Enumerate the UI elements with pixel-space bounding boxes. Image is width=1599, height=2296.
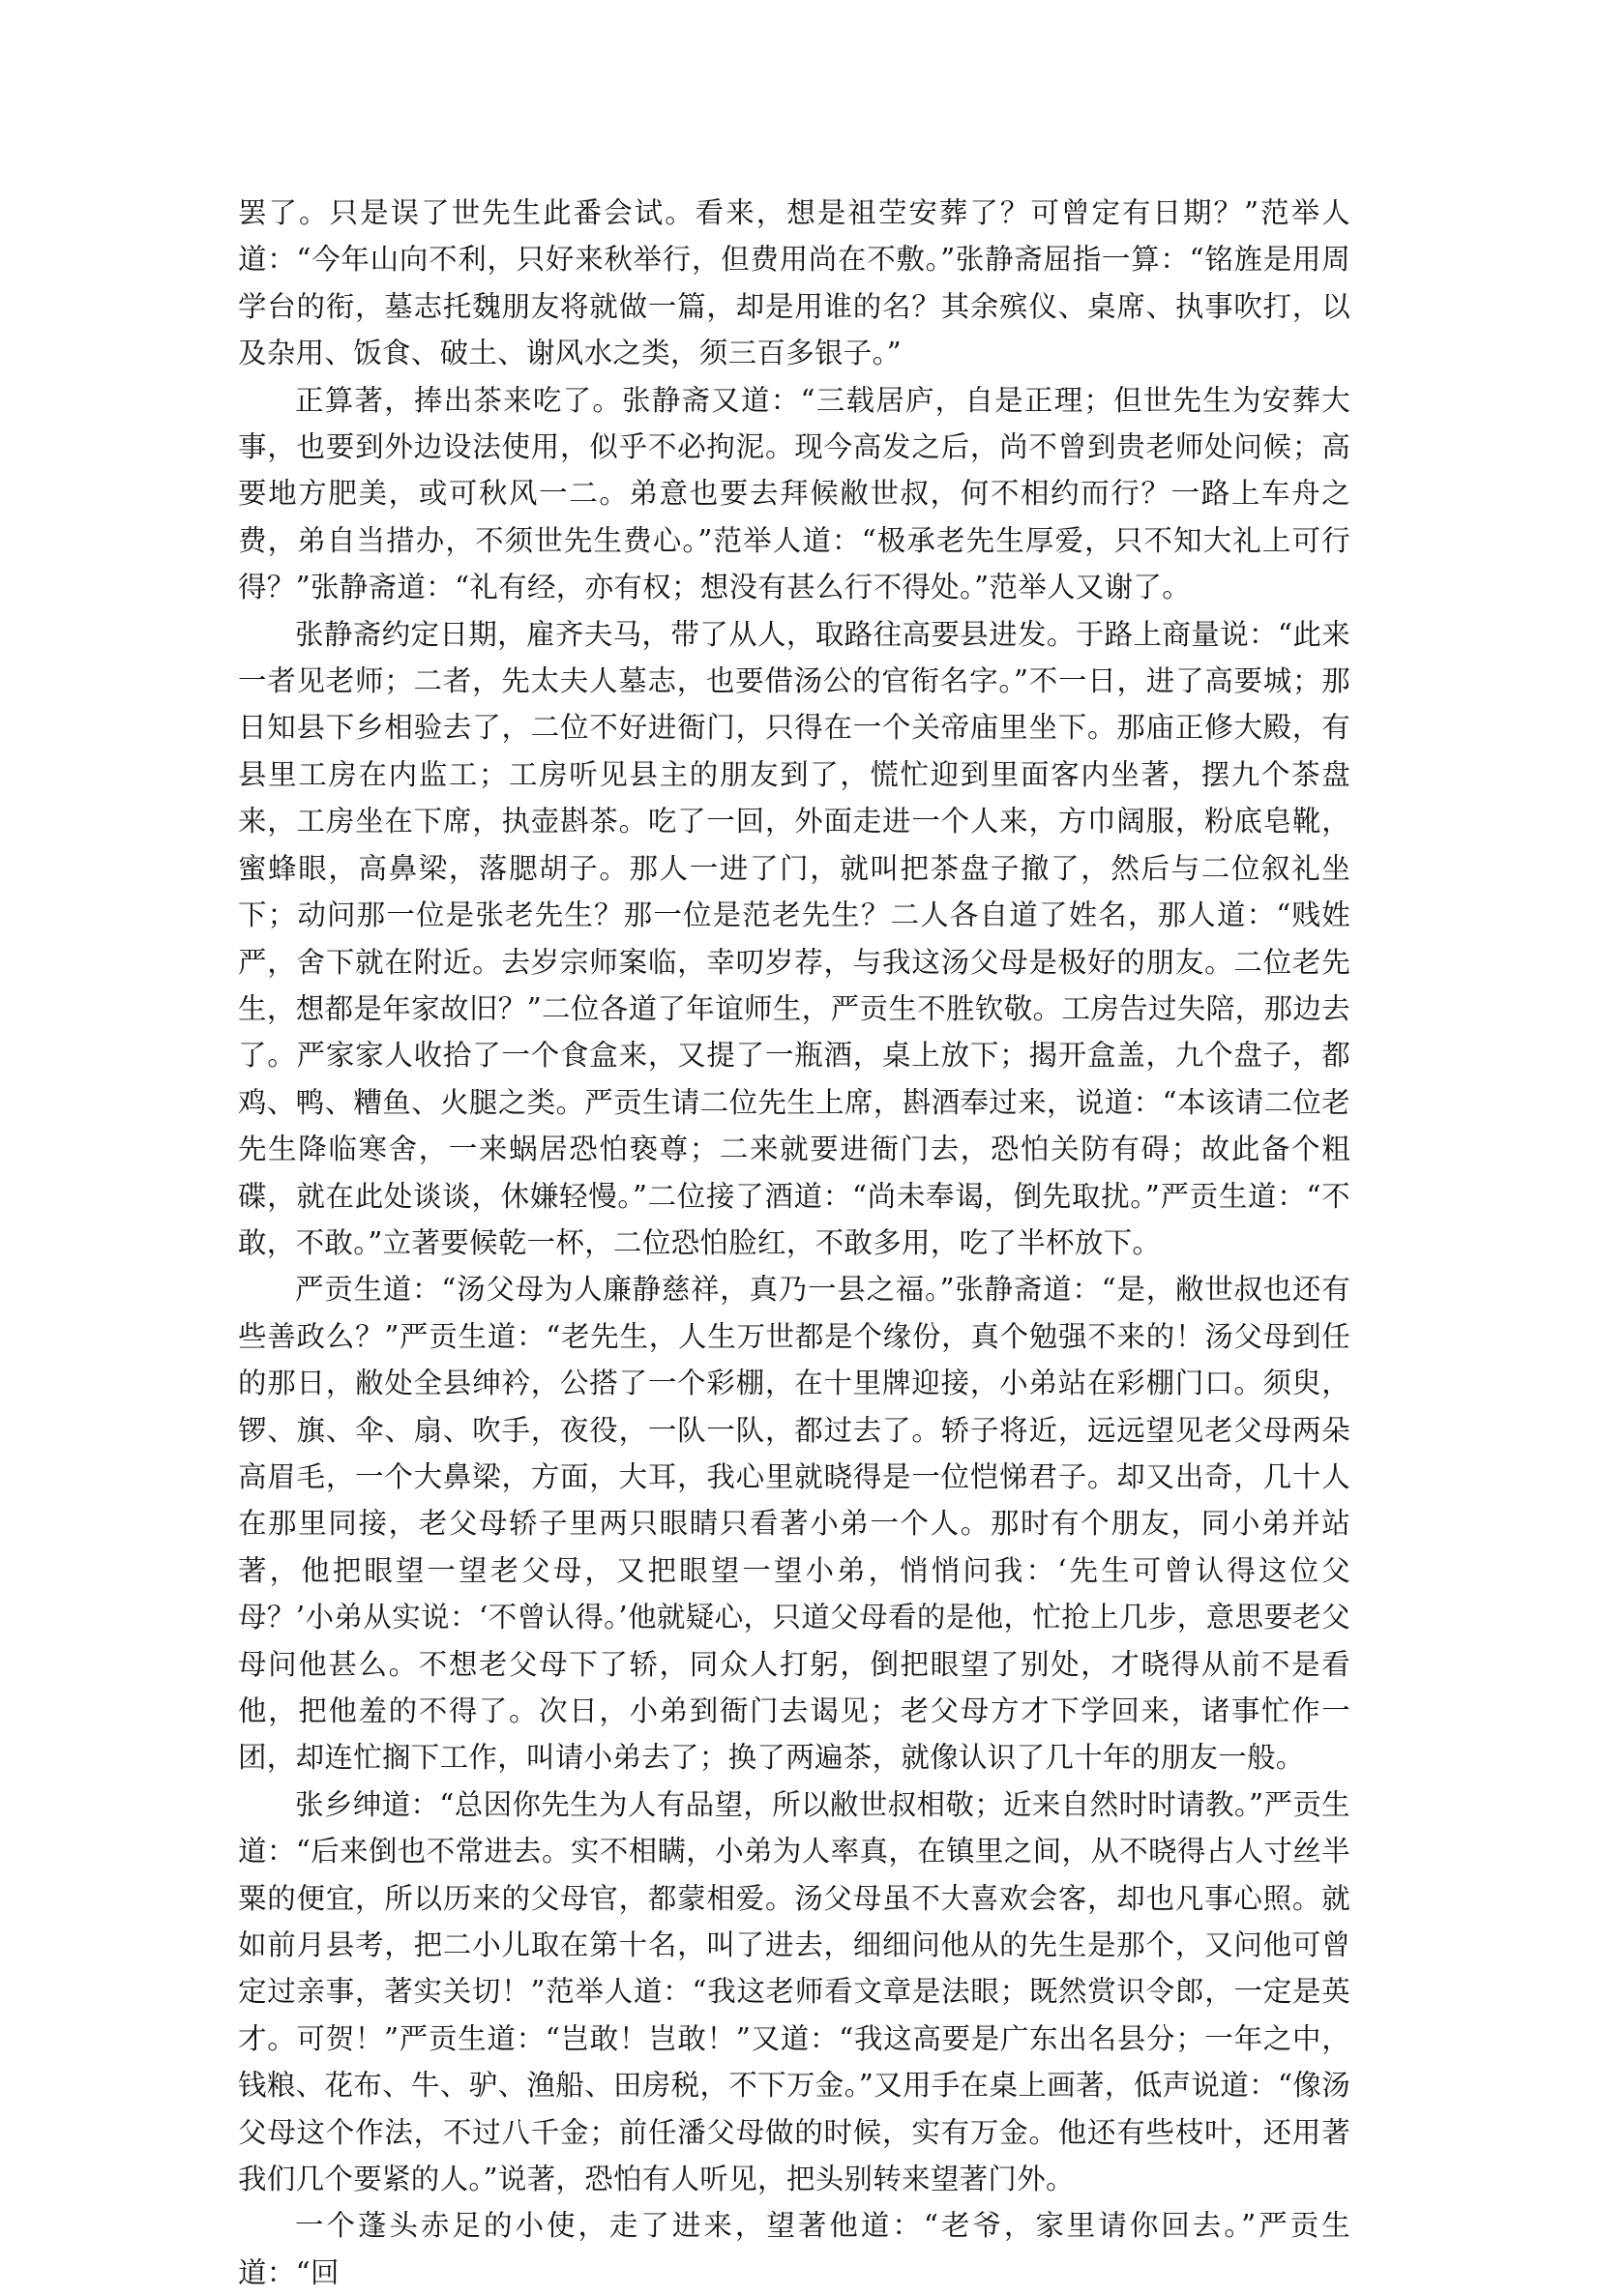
paragraph-4: 严贡生道：“汤父母为人廉静慈祥，真乃一县之福。”张静斋道：“是，敝世叔也还有些善政么？”严贡生道：“老先生，人生万世都是个缘份，真个勉强不来的！汤父母到任的那日，敝处全县绅衿，公搭了一个彩棚，在十里牌迎接，小弟站在彩棚门口。须臾，锣、旗、伞、扇、吹手，夜役，一队一队，都过去了。轿子将近，远远望见老父母两朵高眉毛，一个大鼻梁，方面，大耳，我心里就晓得是一位恺悌君子。却又出奇，几十人在那里同接，老父母轿子里两只眼睛只看著小弟一个人。那时有个朋友，同小弟并站著，他把眼望一望老父母，又把眼望一望小弟，悄悄问我：‘先生可曾认得这位父母？’小弟从实说：‘不曾认得。’他就疑心，只道父母看的是他，忙抢上几步，意思要老父母问他甚么。不想老父母下了轿，同众人打躬，倒把眼望了别处，才晓得从前不是看他，把他羞的不得了。次日，小弟到衙门去谒见；老父母方才下学回来，诸事忙作一团，却连忙搁下工作，叫请小弟去了；换了两遍茶，就像认识了几十年的朋友一般。 bbox=[238, 1273, 1350, 1775]
paragraph-5: 张乡绅道：“总因你先生为人有品望，所以敝世叔相敬；近来自然时时请教。”严贡生道：“后来倒也不常进去。实不相瞒，小弟为人率真，在镇里之间，从不晓得占人寸丝半粟的便宜，所以历来的父母官，都蒙相爱。汤父母虽不大喜欢会客，却也凡事心照。就如前月县考，把二小儿取在第十名，叫了进去，细细问他从的先生是那个，又问他可曾定过亲事，著实关切！”范举人道：“我这老师看文章是法眼；既然赏识令郎，一定是英才。可贺！”严贡生道：“岂敢！岂敢！”又道：“我这高要是广东出名县分；一年之中，钱粮、花布、牛、驴、渔船、田房税，不下万金。”又用手在桌上画著，低声说道：“像汤父母这个作法，不过八千金；前任潘父母做的时候，实有万金。他还有些枝叶，还用著我们几个要紧的人。”说著，恐怕有人听见，把头别转来望著门外。 bbox=[238, 1787, 1350, 2196]
paragraph-6: 一个蓬头赤足的小使，走了进来，望著他道：“老爷，家里请你回去。”严贡生道：“回 bbox=[238, 2209, 1350, 2289]
paragraph-1: 罢了。只是误了世先生此番会试。看来，想是祖茔安葬了？可曾定有日期？”范举人道：“今年山向不利，只好来秋举行，但费用尚在不敷。”张静斋屈指一算：“铭旌是用周学台的衔，墓志托魏朋友将就做一篇，却是用谁的名？其余殡仪、桌席、执事吹打，以及杂用、饭食、破土、谢风水之类，须三百多银子。” bbox=[238, 196, 1350, 370]
paragraph-2: 正算著，捧出茶来吃了。张静斋又道：“三载居庐，自是正理；但世先生为安葬大事，也要到外边设法使用，似乎不必拘泥。现今高发之后，尚不曾到贵老师处问候；高要地方肥美，或可秋风一二。弟意也要去拜候敝世叔，何不相约而行？一路上车舟之费，弟自当措办，不须世先生费心。”范举人道：“极承老先生厚爱，只不知大礼上可行得？”张静斋道：“礼有经，亦有权；想没有甚么行不得处。”范举人又谢了。 bbox=[238, 383, 1350, 604]
paragraph-3: 张静斋约定日期，雇齐夫马，带了从人，取路往高要县进发。于路上商量说：“此来一者见老师；二者，先太夫人墓志，也要借汤公的官衔名字。”不一日，进了高要城；那日知县下乡相验去了，二位不好进衙门，只得在一个关帝庙里坐下。那庙正修大殿，有县里工房在内监工；工房听见县主的朋友到了，慌忙迎到里面客内坐著，摆九个茶盘来，工房坐在下席，执壶斟茶。吃了一回，外面走进一个人来，方巾阔服，粉底皂靴，蜜蜂眼，高鼻梁，落腮胡子。那人一进了门，就叫把茶盘子撤了，然后与二位叙礼坐下；动问那一位是张老先生？那一位是范老先生？二人各自道了姓名，那人道：“贱姓严，舍下就在附近。去岁宗师案临，幸叨岁荐，与我这汤父母是极好的朋友。二位老先生，想都是年家故旧？”二位各道了年谊师生，严贡生不胜钦敬。工房告过失陪，那边去了。严家家人收拾了一个食盒来，又提了一瓶酒，桌上放下；揭开盒盖，九个盘子，都鸡、鸭、糟鱼、火腿之类。严贡生请二位先生上席，斟酒奉过来，说道：“本该请二位老先生降临寒舍，一来蜗居恐怕亵尊；二来就要进衙门去，恐怕关防有碍；故此备个粗碟，就在此处谈谈，休嫌轻慢。”二位接了酒道：“尚未奉谒，倒先取扰。”严贡生道：“不敢，不敢。”立著要候乾一杯，二位恐怕脸红，不敢多用，吃了半杯放下。 bbox=[238, 617, 1350, 1259]
document-page bbox=[238, 190, 1350, 2296]
